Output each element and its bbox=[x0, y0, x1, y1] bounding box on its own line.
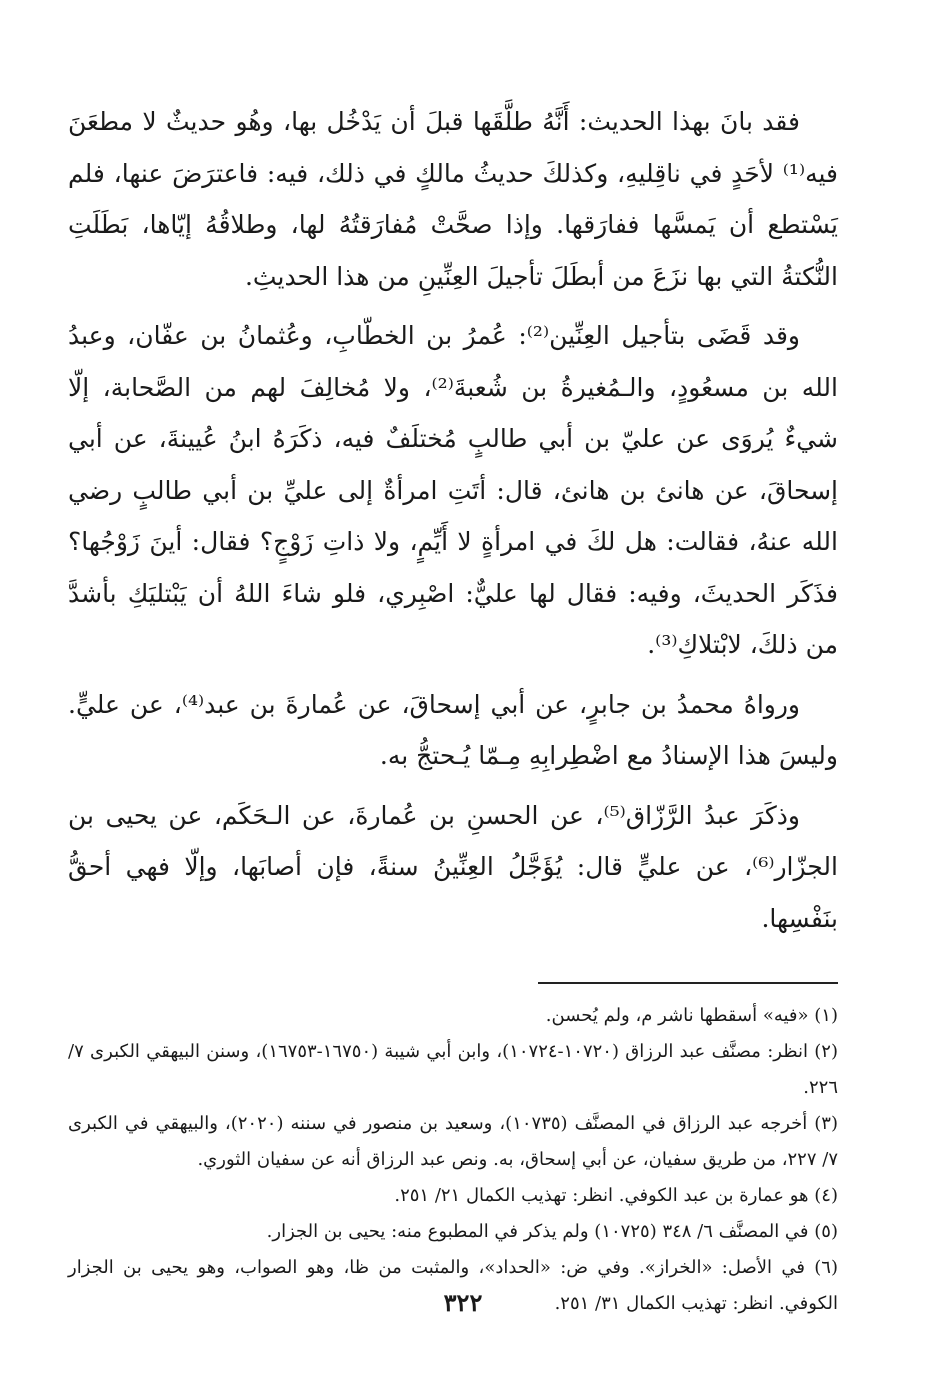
main-text bbox=[68, 96, 838, 944]
footnote-2: (٢) انظر: مصنَّف عبد الرزاق (١٠٧٢٠-١٠٧٢٤)، وابن أبي شيبة (١٦٧٥٠-١٦٧٥٣)، وسنن البيهقي الكبرى ٧/ ٢٢٦. bbox=[68, 1041, 838, 1098]
footnotes bbox=[68, 998, 838, 1322]
footnote-1: (١) «فيه» أسقطها ناشر م، ولم يُحسن. bbox=[545, 1005, 838, 1026]
footnote-divider bbox=[538, 982, 838, 984]
paragraph-4: وذكَرَ عبدُ الرَّزّاق⁽⁵⁾، عن الحسنِ بن عُمارةَ، عن الـحَكَم، عن يحيى بن الجزّار⁽⁶⁾، عن عليٍّ قال: يُؤَجَّلُ العِنِّينُ سنةً، فإن أصابَها، وإلّا فهي أحقُّ بنَفْسِها. bbox=[68, 800, 838, 933]
footnote-4: (٤) هو عمارة بن عبد الكوفي. انظر: تهذيب الكمال ٢١/ ٢٥١. bbox=[394, 1185, 838, 1206]
footnote-5: (٥) في المصنَّف ٦/ ٣٤٨ (١٠٧٢٥) ولم يذكر في المطبوع منه: يحيى بن الجزار. bbox=[266, 1221, 838, 1242]
paragraph-2: وقد قَضَى بتأجيل العِنِّين⁽²⁾: عُمرُ بن الخطّابِ، وعُثمانُ بن عفّان، وعبدُ الله بن مسعُودٍ، والـمُغيرةُ بن شُعبةَ⁽²⁾، ولا مُخالِفَ لهم من الصَّحابة، إلّا شيءٌ يُروَى عن عليّ بن أبي طالبٍ مُختلَفٌ فيه، ذكَرَهُ ابنُ عُيينةَ، عن أبي إسحاقَ، عن هانئ بن هانئ، قال: أتَتِ امرأةٌ إلى عليِّ بن أبي طالبٍ رضي الله عنهُ، فقالت: هل لكَ في امرأةٍ لا أَيِّمٍ، ولا ذاتِ زَوْجٍ؟ فقال: أينَ زَوْجُها؟ فذَكَر الحديثَ، وفيه: فقال لها عليٌّ: اصْبِري، فلو شاءَ اللهُ أن يَبْتليَكِ بأشدَّ من ذلكَ، لابْتلاكِ⁽³⁾. bbox=[68, 321, 838, 659]
footnote-3: (٣) أخرجه عبد الرزاق في المصنَّف (١٠٧٣٥)، وسعيد بن منصور في سننه (٢٠٢٠)، والبيهقي في الكبرى ٧/ ٢٢٧، من طريق سفيان، عن أبي إسحاق، به. ونص عبد الرزاق أنه عن سفيان الثوري. bbox=[68, 1113, 838, 1170]
page-number: ٣٢٢ bbox=[443, 1288, 483, 1317]
paragraph-1: فقد بانَ بهذا الحديث: أَنَّهُ طلَّقَها قبلَ أن يَدْخُل بها، وهُو حديثٌ لا مطعَنَ فيه⁽¹⁾ لأحَدٍ في ناقِليهِ، وكذلكَ حديثُ مالكٍ في ذلك، فيه: فاعترَضَ عنها، فلم يَسْتطع أن يَمسَّها ففارَقها. وإذا صحَّتْ مُفارَقتُهُ لها، وطلاقُهُ إيّاها، بَطَلَتِ النُّكتةُ التي بها نزَعَ من أبطَلَ تأجيلَ العِنِّينِ من هذا الحديثِ. bbox=[68, 107, 838, 291]
paragraph-3: ورواهُ محمدُ بن جابرٍ، عن أبي إسحاقَ، عن عُمارةَ بن عبد⁽⁴⁾، عن عليٍّ. وليسَ هذا الإسنادُ مع اضْطِرابِهِ مِـمّا يُـحتجُّ به. bbox=[68, 689, 838, 770]
footnote-6: (٦) في الأصل: «الخراز». وفي ض: «الحداد»، والمثبت من ظا، وهو الصواب، وهو يحيى بن الجزار الكوفي. انظر: تهذيب الكمال ٣١/ ٢٥١. bbox=[68, 1257, 838, 1314]
book-page bbox=[68, 96, 838, 1336]
